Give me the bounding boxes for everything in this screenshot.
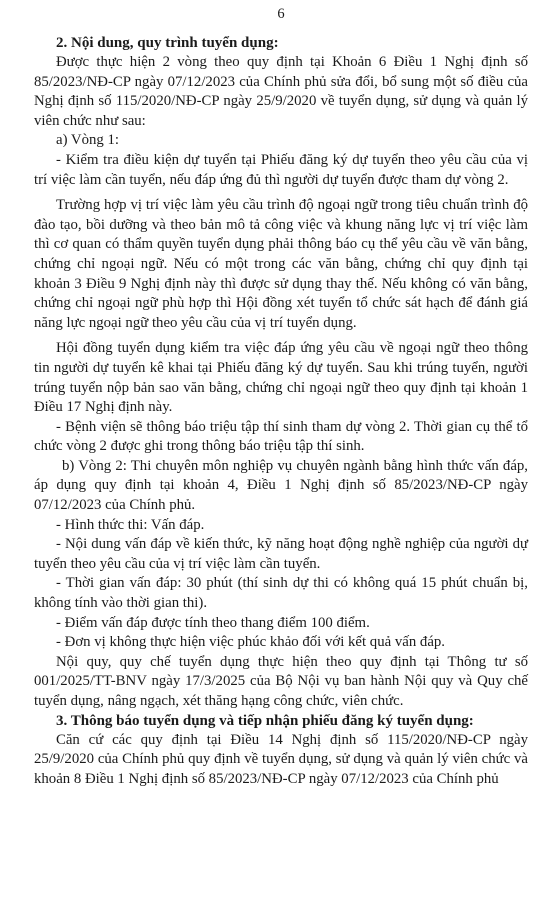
document-body [34,34,528,789]
paragraph: Trường hợp vị trí việc làm yêu cầu trình độ ngoại ngữ trong tiêu chuẩn trình độ đào tạo, bồi dưỡng và theo bản mô tả công việc và khung năng lực vị trí việc làm thì cơ quan có thẩm quyền tuyển dụng phải thông báo cụ thể yêu cầu về văn bằng, chứng chỉ ngoại ngữ. Nếu có một trong các văn bằng, chứng chỉ quy định tại khoản 3 Điều 9 Nghị định này thì được sử dụng thay thế. Nếu không có văn bằng, chứng chỉ ngoại ngữ phù hợp thì Hội đồng xét tuyển tổ chức sát hạch để đánh giá năng lực ngoại ngữ theo yêu cầu của vị trí tuyển dụng. [34,197,528,331]
paragraph: Căn cứ các quy định tại Điều 14 Nghị định số 115/2020/NĐ-CP ngày 25/9/2020 của Chính phủ quy định về tuyển dụng, sử dụng và quản lý viên chức và khoản 8 Điều 1 Nghị định số 85/2023/NĐ-CP ngày 07/12/2023 của Chính phủ [34,731,528,787]
paragraph: Được thực hiện 2 vòng theo quy định tại Khoản 6 Điều 1 Nghị định số 85/2023/NĐ-CP ngày 07/12/2023 của Chính phủ sửa đổi, bổ sung một số điều của Nghị định số 115/2020/NĐ-CP ngày 25/9/2020 về tuyển dụng, sử dụng và quản lý viên chức như sau: [34,54,528,129]
paragraph: - Nội dung vấn đáp về kiến thức, kỹ năng hoạt động nghề nghiệp của người dự tuyển theo yêu cầu của vị trí việc làm cần tuyển. [34,536,528,572]
paragraph: a) Vòng 1: [56,132,120,149]
page-number: 6 [277,6,285,22]
paragraph: - Hình thức thi: Vấn đáp. [56,516,205,533]
section-heading: 3. Thông báo tuyển dụng và tiếp nhận phiếu đăng ký tuyển dụng: [56,712,474,729]
section-heading: 2. Nội dung, quy trình tuyển dụng: [56,35,279,51]
paragraph: - Bệnh viện sẽ thông báo triệu tập thí sinh tham dự vòng 2. Thời gian cụ thể tổ chức vòng 2 được ghi trong thông báo triệu tập thí sinh. [34,418,528,455]
paragraph: Nội quy, quy chế tuyển dụng thực hiện theo quy định tại Thông tư số 001/2025/TT-BNV ngày 17/3/2025 của Bộ Nội vụ ban hành Nội quy và Quy chế tuyển dụng, nâng ngạch, xét thăng hạng công chức, viên chức. [34,653,528,709]
paragraph: - Thời gian vấn đáp: 30 phút (thí sinh dự thi có không quá 15 phút chuẩn bị, không tính vào thời gian thi). [34,575,528,612]
paragraph: - Điểm vấn đáp được tính theo thang điểm 100 điểm. [56,614,370,631]
paragraph: - Đơn vị không thực hiện việc phúc khảo đối với kết quả vấn đáp. [56,634,445,651]
paragraph: b) Vòng 2: Thi chuyên môn nghiệp vụ chuyên ngành bằng hình thức vấn đáp, áp dụng quy định tại khoản 4, Điều 1 Nghị định số 85/2023/NĐ-CP ngày 07/12/2023 của Chính phủ. [34,457,528,514]
paragraph: Hội đồng tuyển dụng kiểm tra việc đáp ứng yêu cầu về ngoại ngữ theo thông tin người dự tuyển kê khai tại Phiếu đăng ký dự tuyển. Sau khi trúng tuyển, người trúng tuyển nộp bản sao văn bằng, chứng chỉ ngoại ngữ theo quy định tại khoản 1 Điều 17 Nghị định này. [34,340,528,416]
paragraph: - Kiểm tra điều kiện dự tuyển tại Phiếu đăng ký dự tuyển theo yêu cầu của vị trí việc làm cần tuyển, nếu đáp ứng đủ thì người dự tuyển được tham dự vòng 2. [34,151,528,188]
